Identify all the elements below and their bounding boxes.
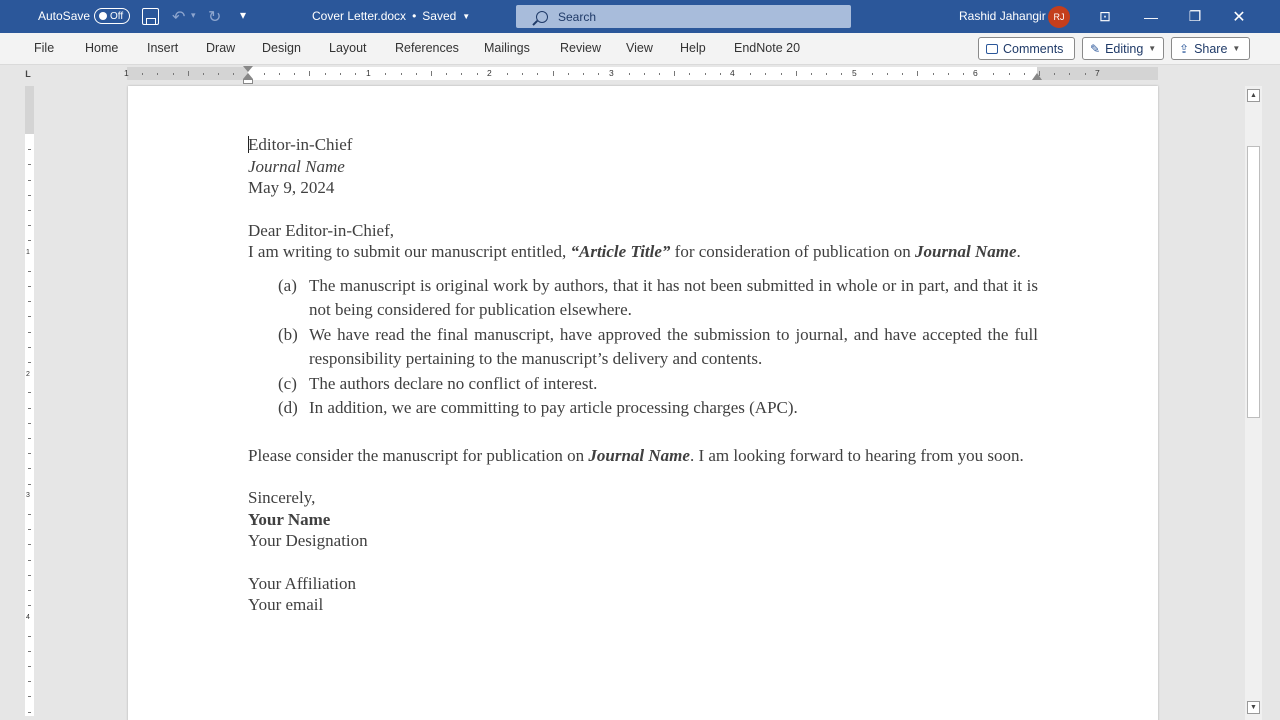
autosave-toggle[interactable] <box>94 8 130 24</box>
share-button[interactable] <box>1171 37 1250 60</box>
ruler-tick <box>28 149 31 150</box>
restore-icon[interactable]: ❐ <box>1188 8 1202 24</box>
ruler-tick <box>568 73 569 75</box>
ruler-number: 1 <box>124 68 129 78</box>
list-marker: (a) <box>278 275 297 295</box>
comments-label: Comments <box>1003 41 1064 56</box>
ruler-tick <box>28 560 31 561</box>
ruler-tick <box>203 73 204 75</box>
ruler-tick <box>28 636 31 637</box>
search-icon <box>536 11 548 23</box>
ruler-tick <box>431 71 432 76</box>
avatar[interactable]: RJ <box>1048 6 1070 28</box>
ruler-tick <box>325 73 326 75</box>
signer-email: Your email <box>248 595 324 614</box>
ruler-tick <box>674 71 675 76</box>
ruler-tick <box>705 73 706 75</box>
declaration-list <box>248 274 1038 421</box>
salutation: Dear Editor-in-Chief, <box>248 220 394 240</box>
ruler-tick <box>264 73 265 75</box>
intro-paragraph: I am writing to submit our manuscript entitled, “Article Title” for consideration of publication on Journal Name. <box>248 242 1021 261</box>
tab-mailings[interactable]: Mailings <box>484 41 530 55</box>
tab-insert[interactable]: Insert <box>147 41 179 55</box>
ruler-tick <box>28 575 31 576</box>
ruler-tick <box>446 73 447 75</box>
toggle-knob <box>99 12 107 20</box>
ruler-tick <box>294 73 295 75</box>
signer-name: Your Name <box>248 509 331 529</box>
minimize-icon[interactable]: — <box>1144 8 1158 25</box>
ruler-tick <box>233 73 234 75</box>
ruler-tick <box>28 423 31 424</box>
tab-file[interactable]: File <box>34 41 55 55</box>
ruler-tick <box>28 408 31 409</box>
ruler-number: 4 <box>26 614 30 621</box>
tab-home[interactable]: Home <box>85 41 119 55</box>
ruler-tick <box>841 73 842 75</box>
list-item <box>248 274 1038 323</box>
ruler-tick <box>583 73 584 75</box>
ruler-tick <box>340 73 341 75</box>
ruler-tick <box>720 73 721 75</box>
ruler-number: 2 <box>26 371 30 378</box>
separator-dot: • <box>412 9 417 23</box>
ruler-tick <box>28 301 31 302</box>
ruler-tick <box>872 73 873 75</box>
ruler-top-margin <box>25 86 34 134</box>
ruler-number: 1 <box>26 249 30 256</box>
ruler-tick <box>553 71 554 76</box>
ruler-tick <box>750 73 751 75</box>
ruler-tick <box>781 73 782 75</box>
scroll-down-icon[interactable]: ▼ <box>1247 701 1260 714</box>
list-text: In addition, we are committing to pay article processing charges (APC). <box>309 398 798 417</box>
search-placeholder: Search <box>558 9 597 24</box>
ruler-tick <box>28 347 31 348</box>
ruler-tick <box>28 240 31 241</box>
ruler-tick <box>796 71 797 76</box>
list-text: The manuscript is original work by authors, that it has not been submitted in whole or in part, and that it is not being considered for publication elsewhere. <box>309 275 1038 319</box>
ruler-tick <box>188 71 189 76</box>
ruler-tick <box>401 73 402 75</box>
chevron-down-icon: ▼ <box>462 11 471 21</box>
undo-dropdown-icon[interactable]: ▾ <box>191 10 196 20</box>
document-body[interactable] <box>248 134 1038 616</box>
ruler-tick <box>1054 73 1055 75</box>
ruler-tick <box>142 73 143 75</box>
ruler-tick <box>598 73 599 75</box>
ruler-tick <box>355 73 356 75</box>
share-label: Share <box>1194 41 1228 56</box>
ruler-tick <box>28 164 31 165</box>
signer-affiliation: Your Affiliation <box>248 573 357 593</box>
ruler-number: 5 <box>852 68 857 78</box>
list-marker: (d) <box>278 398 298 417</box>
ruler-tick <box>28 666 31 667</box>
ruler-number: 4 <box>730 68 735 78</box>
ruler-tick <box>28 180 31 181</box>
ruler-tick <box>28 484 31 485</box>
ruler-tick <box>28 514 31 515</box>
ruler-tick <box>416 73 417 75</box>
ruler-tick <box>537 73 538 75</box>
ruler-tick <box>28 468 31 469</box>
ruler-tick <box>28 210 31 211</box>
ruler-number: 3 <box>609 68 614 78</box>
ruler-tick <box>933 73 934 75</box>
ruler-tick <box>826 73 827 75</box>
ruler-tick <box>28 286 31 287</box>
ruler-tick <box>917 71 918 76</box>
ruler-tick <box>507 73 508 75</box>
tab-help[interactable]: Help <box>680 41 706 55</box>
ribbon-display-options-icon[interactable]: ⊡ <box>1099 8 1111 24</box>
ruler-tick <box>811 73 812 75</box>
document-title[interactable] <box>312 9 470 23</box>
document-name: Cover Letter.docx <box>312 9 407 23</box>
autosave-state: Off <box>110 10 124 22</box>
ruler-tick <box>948 73 949 75</box>
list-text: The authors declare no conflict of interest. <box>309 373 598 393</box>
ruler-tick <box>28 529 31 530</box>
ruler-tick <box>28 225 31 226</box>
horizontal-ruler[interactable] <box>124 67 1158 80</box>
ruler-tick <box>28 651 31 652</box>
tab-endnote[interactable]: EndNote 20 <box>734 41 801 55</box>
ruler-tick <box>461 73 462 75</box>
ruler-tick <box>28 453 31 454</box>
ruler-tick <box>28 605 31 606</box>
ruler-tick <box>765 73 766 75</box>
customize-toolbar-icon[interactable]: ▾ <box>240 8 247 22</box>
chevron-down-icon: ▼ <box>1232 44 1241 53</box>
list-item <box>248 372 1038 397</box>
first-line-indent-marker[interactable] <box>243 66 253 72</box>
ruler-tick <box>218 73 219 75</box>
ruler-number: 2 <box>487 68 492 78</box>
ruler-tick <box>1024 73 1025 75</box>
ruler-tick <box>1085 73 1086 75</box>
user-name[interactable]: Rashid Jahangir <box>959 9 1046 23</box>
closing-paragraph: Please consider the manuscript for publication on Journal Name. I am looking forward to hearing from you soon. <box>248 445 1024 465</box>
editing-label: Editing <box>1105 41 1144 56</box>
ruler-tick <box>993 73 994 75</box>
ruler-tick <box>28 392 31 393</box>
comments-button[interactable] <box>978 37 1075 60</box>
ruler-tick <box>1069 73 1070 75</box>
ruler-tick <box>28 316 31 317</box>
ruler-tick <box>689 73 690 75</box>
ruler-tick <box>629 73 630 75</box>
close-icon[interactable]: ✕ <box>1232 8 1246 26</box>
chevron-down-icon: ▼ <box>1148 44 1157 53</box>
save-icon[interactable] <box>142 8 159 25</box>
share-icon: ⇪ <box>1179 41 1190 56</box>
ruler-tick <box>28 590 31 591</box>
autosave-label: AutoSave <box>38 9 91 23</box>
tab-design[interactable]: Design <box>262 41 301 55</box>
tab-draw[interactable]: Draw <box>206 41 236 55</box>
ruler-tick <box>477 73 478 75</box>
ruler-tick <box>28 438 31 439</box>
undo-icon[interactable]: ↶ <box>172 9 186 26</box>
recipient-line: Editor-in-Chief <box>248 135 353 154</box>
ruler-tick <box>902 73 903 75</box>
tab-selector[interactable]: L <box>25 69 31 79</box>
tab-review[interactable]: Review <box>560 41 601 55</box>
ruler-number: 1 <box>366 68 371 78</box>
left-indent-marker[interactable] <box>243 79 253 84</box>
document-page[interactable] <box>128 86 1158 720</box>
ruler-tick <box>28 544 31 545</box>
comment-icon <box>986 44 998 54</box>
signer-designation: Your Designation <box>248 531 368 550</box>
ruler-tick <box>385 73 386 75</box>
ruler-tick <box>28 362 31 363</box>
ruler-tick <box>659 73 660 75</box>
search-box[interactable] <box>516 5 851 28</box>
list-marker: (b) <box>278 324 298 344</box>
ruler-tick <box>28 712 31 713</box>
tab-layout[interactable]: Layout <box>329 41 367 55</box>
ruler-tick <box>28 195 31 196</box>
ruler-tick <box>963 73 964 75</box>
tab-view[interactable]: View <box>626 41 653 55</box>
pencil-icon: ✎ <box>1090 41 1101 56</box>
list-item <box>248 396 1038 421</box>
ruler-tick <box>173 73 174 75</box>
ruler-tick <box>1009 73 1010 75</box>
right-indent-marker[interactable] <box>1032 73 1042 80</box>
editing-mode-button[interactable] <box>1082 37 1164 60</box>
ruler-tick <box>28 271 31 272</box>
ruler-tick <box>644 73 645 75</box>
tab-references[interactable]: References <box>395 41 459 55</box>
ruler-tick <box>887 73 888 75</box>
scroll-up-icon[interactable]: ▲ <box>1247 89 1260 102</box>
ruler-tick <box>522 73 523 75</box>
redo-icon[interactable]: ↻ <box>208 9 222 26</box>
ruler-tick <box>28 332 31 333</box>
signoff: Sincerely, <box>248 488 316 507</box>
list-item <box>248 323 1038 372</box>
ruler-tick <box>309 71 310 76</box>
journal-line: Journal Name <box>248 156 345 176</box>
list-text: We have read the final manuscript, have approved the submission to journal, and have accepted the full responsibility pertaining to the manuscript’s delivery and contents. <box>309 324 1038 368</box>
ruler-tick <box>28 681 31 682</box>
saved-status: Saved <box>422 9 457 23</box>
ruler-tick <box>279 73 280 75</box>
date-line: May 9, 2024 <box>248 178 335 197</box>
vertical-ruler[interactable] <box>25 86 34 716</box>
ruler-number: 3 <box>26 492 30 499</box>
title-bar <box>0 0 1280 33</box>
list-marker: (c) <box>278 373 297 393</box>
ruler-tick <box>157 73 158 75</box>
ruler-tick <box>28 696 31 697</box>
scrollbar-thumb[interactable] <box>1247 146 1260 418</box>
ruler-number: 7 <box>1095 68 1100 78</box>
ruler-number: 6 <box>973 68 978 78</box>
